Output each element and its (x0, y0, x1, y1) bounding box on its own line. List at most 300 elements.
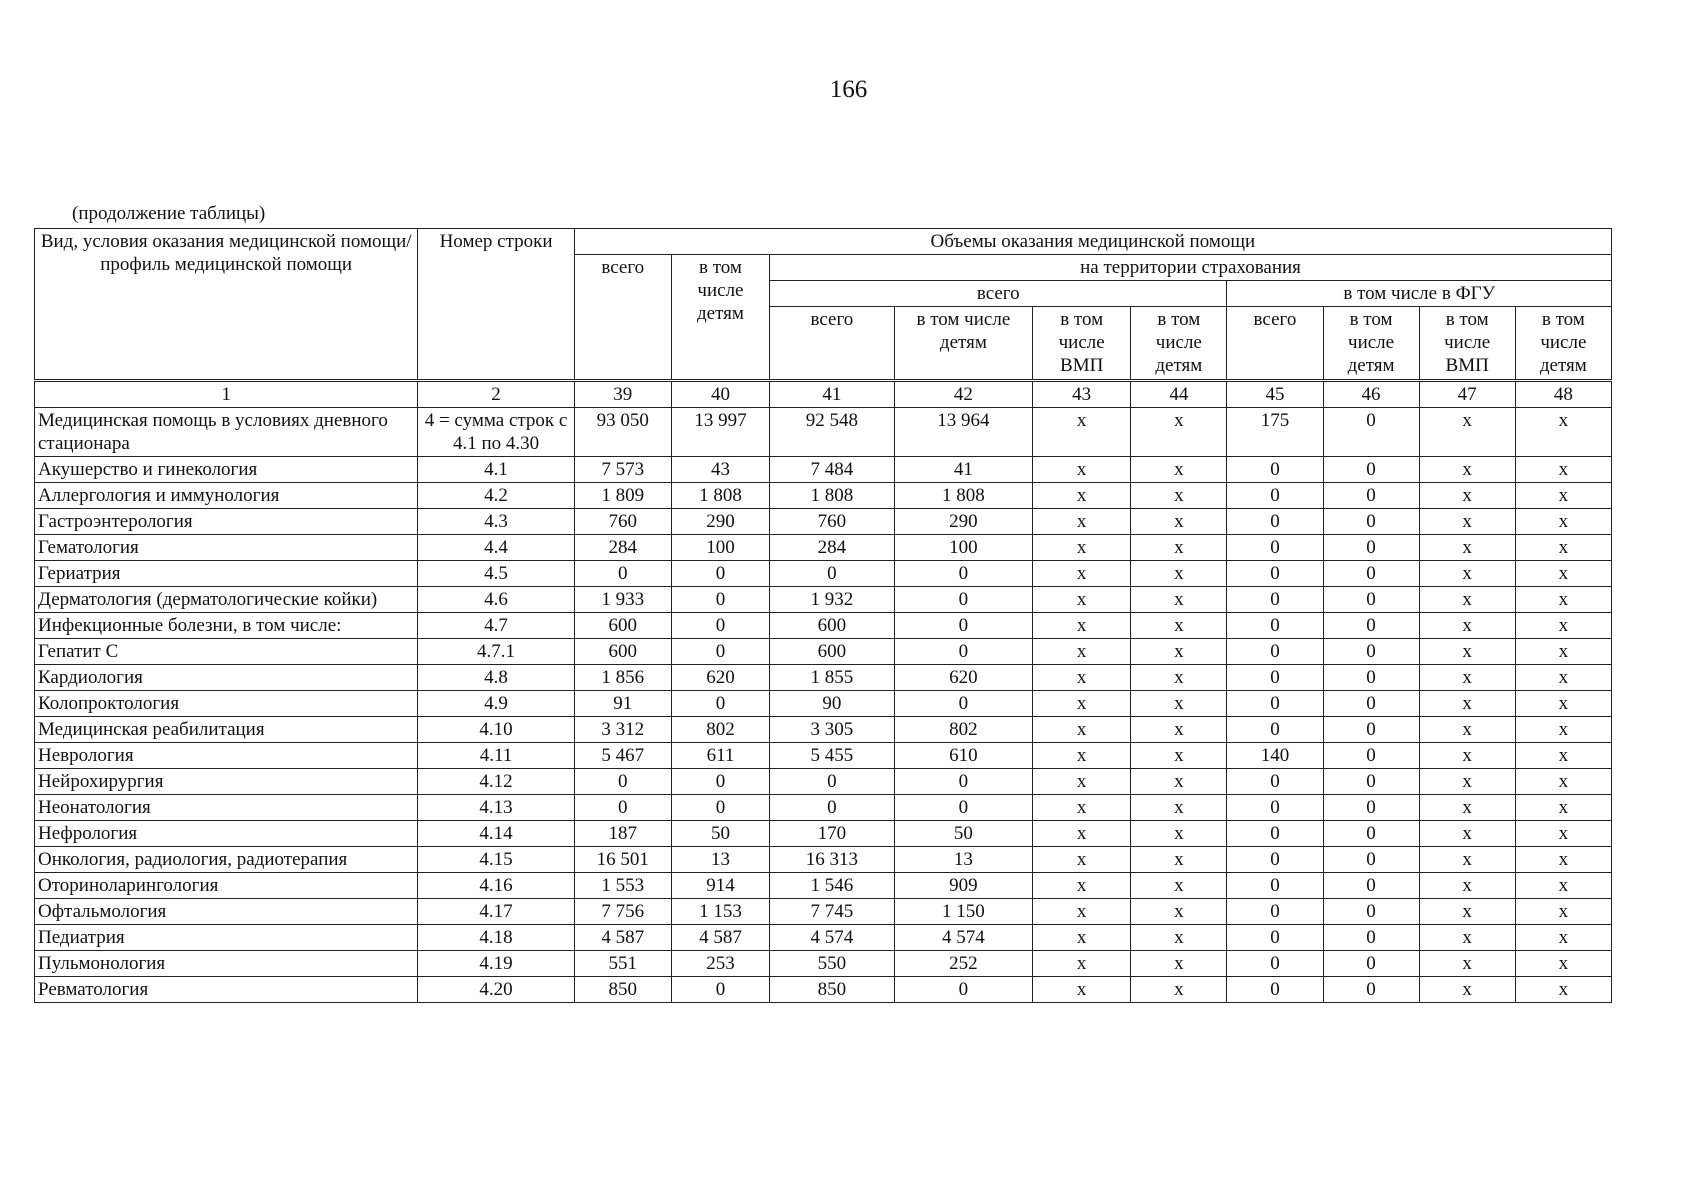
value-cell: х (1515, 821, 1611, 847)
value-cell: х (1419, 847, 1515, 873)
value-cell: х (1419, 717, 1515, 743)
column-numbers-row (35, 381, 1612, 408)
value-cell: 0 (574, 769, 671, 795)
value-cell: х (1033, 821, 1131, 847)
value-cell: 1 809 (574, 483, 671, 509)
value-cell: 7 756 (574, 899, 671, 925)
row-number: 4.11 (418, 743, 574, 769)
value-cell: 92 548 (770, 408, 895, 457)
row-name: Дерматология (дерматологические койки) (35, 587, 418, 613)
value-cell: х (1033, 408, 1131, 457)
value-cell: х (1419, 951, 1515, 977)
value-cell: 914 (671, 873, 769, 899)
row-name: Нефрология (35, 821, 418, 847)
value-cell: х (1033, 847, 1131, 873)
value-cell: х (1033, 795, 1131, 821)
value-cell: 0 (1227, 639, 1323, 665)
column-number-cell: 47 (1419, 381, 1515, 408)
value-cell: х (1131, 951, 1227, 977)
value-cell: 175 (1227, 408, 1323, 457)
value-cell: 13 964 (894, 408, 1032, 457)
row-number: 4.7 (418, 613, 574, 639)
value-cell: х (1515, 795, 1611, 821)
value-cell: х (1131, 769, 1227, 795)
value-cell: 0 (1323, 639, 1419, 665)
column-number-cell: 48 (1515, 381, 1611, 408)
value-cell: 170 (770, 821, 895, 847)
value-cell: 600 (574, 639, 671, 665)
value-cell: 0 (1227, 873, 1323, 899)
value-cell: х (1033, 691, 1131, 717)
value-cell: х (1515, 847, 1611, 873)
value-cell: х (1515, 483, 1611, 509)
row-name: Пульмонология (35, 951, 418, 977)
value-cell: 0 (894, 613, 1032, 639)
value-cell: 0 (1323, 795, 1419, 821)
value-cell: х (1131, 977, 1227, 1003)
value-cell: 0 (1323, 665, 1419, 691)
value-cell: х (1131, 899, 1227, 925)
row-number: 4.3 (418, 509, 574, 535)
row-number: 4.9 (418, 691, 574, 717)
value-cell: х (1515, 561, 1611, 587)
value-cell: 1 808 (671, 483, 769, 509)
row-name: Колопроктология (35, 691, 418, 717)
value-cell: х (1131, 873, 1227, 899)
value-cell: х (1419, 665, 1515, 691)
table-row (35, 613, 1612, 639)
value-cell: 760 (770, 509, 895, 535)
value-cell: 0 (671, 769, 769, 795)
value-cell: 41 (894, 457, 1032, 483)
column-number-cell: 45 (1227, 381, 1323, 408)
row-name: Медицинская помощь в условиях дневного стационара (35, 408, 418, 457)
value-cell: 0 (671, 795, 769, 821)
value-cell: 253 (671, 951, 769, 977)
value-cell: 0 (1323, 769, 1419, 795)
value-cell: 0 (1227, 899, 1323, 925)
header-sub-vmp: в том числе ВМП (1033, 307, 1131, 381)
value-cell: х (1419, 561, 1515, 587)
value-cell: х (1131, 561, 1227, 587)
value-cell: 0 (894, 691, 1032, 717)
value-cell: х (1515, 951, 1611, 977)
value-cell: 0 (574, 561, 671, 587)
value-cell: х (1131, 483, 1227, 509)
header-volumes: Объемы оказания медицинской помощи (574, 229, 1611, 255)
value-cell: х (1033, 743, 1131, 769)
value-cell: 760 (574, 509, 671, 535)
value-cell: 3 305 (770, 717, 895, 743)
value-cell: 0 (1323, 483, 1419, 509)
medical-volumes-table (34, 228, 1612, 1003)
value-cell: х (1131, 717, 1227, 743)
value-cell: х (1515, 977, 1611, 1003)
value-cell: х (1419, 535, 1515, 561)
value-cell: 0 (1323, 561, 1419, 587)
table-row (35, 561, 1612, 587)
value-cell: х (1419, 509, 1515, 535)
table-row (35, 795, 1612, 821)
table-row (35, 743, 1612, 769)
value-cell: 1 808 (770, 483, 895, 509)
row-number: 4.17 (418, 899, 574, 925)
value-cell: 4 574 (770, 925, 895, 951)
value-cell: х (1419, 795, 1515, 821)
row-name: Гепатит С (35, 639, 418, 665)
header-name: Вид, условия оказания медицинской помощи/ профиль медицинской помощи (35, 229, 418, 381)
table-row (35, 951, 1612, 977)
row-name: Гематология (35, 535, 418, 561)
table-row (35, 509, 1612, 535)
value-cell: х (1131, 795, 1227, 821)
value-cell: х (1419, 483, 1515, 509)
value-cell: х (1131, 457, 1227, 483)
value-cell: 620 (894, 665, 1032, 691)
row-name: Инфекционные болезни, в том числе: (35, 613, 418, 639)
value-cell: 0 (1323, 977, 1419, 1003)
value-cell: 91 (574, 691, 671, 717)
value-cell: х (1131, 925, 1227, 951)
value-cell: х (1515, 613, 1611, 639)
header-fgu-children: в том числе детям (1323, 307, 1419, 381)
row-name: Кардиология (35, 665, 418, 691)
header-sub-vmp-children: в том числе детям (1131, 307, 1227, 381)
row-name: Педиатрия (35, 925, 418, 951)
column-number-cell: 43 (1033, 381, 1131, 408)
value-cell: 0 (1323, 925, 1419, 951)
value-cell: х (1515, 665, 1611, 691)
value-cell: х (1515, 717, 1611, 743)
value-cell: 4 587 (574, 925, 671, 951)
table-row (35, 639, 1612, 665)
value-cell: х (1033, 561, 1131, 587)
value-cell: х (1033, 925, 1131, 951)
value-cell: х (1419, 873, 1515, 899)
value-cell: 16 501 (574, 847, 671, 873)
header-fgu-vmp-children: в том числе детям (1515, 307, 1611, 381)
value-cell: 0 (1323, 899, 1419, 925)
row-number: 4 = сумма строк с 4.1 по 4.30 (418, 408, 574, 457)
value-cell: 100 (894, 535, 1032, 561)
value-cell: х (1515, 408, 1611, 457)
value-cell: х (1131, 691, 1227, 717)
value-cell: 611 (671, 743, 769, 769)
value-cell: 7 745 (770, 899, 895, 925)
header-incl-children: в том числе детям (671, 255, 769, 381)
value-cell: 284 (770, 535, 895, 561)
value-cell: х (1033, 535, 1131, 561)
header-row-number: Номер строки (418, 229, 574, 381)
value-cell: 0 (1227, 795, 1323, 821)
value-cell: 1 932 (770, 587, 895, 613)
value-cell: 90 (770, 691, 895, 717)
value-cell: 1 150 (894, 899, 1032, 925)
value-cell: 0 (1227, 717, 1323, 743)
value-cell: 600 (770, 639, 895, 665)
value-cell: 0 (1323, 613, 1419, 639)
value-cell: 0 (1323, 509, 1419, 535)
value-cell: 0 (894, 639, 1032, 665)
value-cell: 0 (1323, 535, 1419, 561)
column-number-cell: 1 (35, 381, 418, 408)
table-row (35, 665, 1612, 691)
value-cell: 1 855 (770, 665, 895, 691)
header-territory: на территории страхования (770, 255, 1612, 281)
value-cell: 1 553 (574, 873, 671, 899)
value-cell: 0 (1227, 613, 1323, 639)
header-territory-total: всего (770, 281, 1227, 307)
row-number: 4.12 (418, 769, 574, 795)
row-number: 4.13 (418, 795, 574, 821)
value-cell: х (1515, 925, 1611, 951)
value-cell: 0 (1227, 951, 1323, 977)
value-cell: 0 (671, 613, 769, 639)
value-cell: 0 (1227, 587, 1323, 613)
value-cell: 850 (770, 977, 895, 1003)
value-cell: 0 (1323, 691, 1419, 717)
value-cell: 0 (574, 795, 671, 821)
table-row (35, 873, 1612, 899)
row-name: Офтальмология (35, 899, 418, 925)
value-cell: 802 (671, 717, 769, 743)
value-cell: 0 (1323, 951, 1419, 977)
value-cell: 1 856 (574, 665, 671, 691)
value-cell: 4 587 (671, 925, 769, 951)
column-number-cell: 40 (671, 381, 769, 408)
value-cell: 1 546 (770, 873, 895, 899)
value-cell: 0 (1227, 847, 1323, 873)
row-name: Оториноларингология (35, 873, 418, 899)
value-cell: х (1033, 977, 1131, 1003)
value-cell: х (1131, 535, 1227, 561)
value-cell: х (1131, 743, 1227, 769)
row-name: Аллергология и иммунология (35, 483, 418, 509)
value-cell: 140 (1227, 743, 1323, 769)
value-cell: 0 (770, 795, 895, 821)
value-cell: х (1515, 509, 1611, 535)
row-name: Нейрохирургия (35, 769, 418, 795)
column-number-cell: 46 (1323, 381, 1419, 408)
value-cell: 0 (1323, 821, 1419, 847)
table-row (35, 587, 1612, 613)
value-cell: х (1033, 639, 1131, 665)
value-cell: х (1419, 457, 1515, 483)
value-cell: 3 312 (574, 717, 671, 743)
table-row (35, 483, 1612, 509)
value-cell: х (1419, 977, 1515, 1003)
value-cell: х (1419, 691, 1515, 717)
value-cell: х (1419, 639, 1515, 665)
value-cell: 0 (1323, 587, 1419, 613)
table-row (35, 821, 1612, 847)
value-cell: 0 (671, 977, 769, 1003)
table-row (35, 847, 1612, 873)
row-number: 4.5 (418, 561, 574, 587)
value-cell: 600 (770, 613, 895, 639)
row-name: Гериатрия (35, 561, 418, 587)
header-incl-fgu: в том числе в ФГУ (1227, 281, 1612, 307)
table-row (35, 535, 1612, 561)
row-number: 4.2 (418, 483, 574, 509)
value-cell: 0 (894, 769, 1032, 795)
row-number: 4.6 (418, 587, 574, 613)
row-number: 4.16 (418, 873, 574, 899)
value-cell: 0 (1323, 873, 1419, 899)
table-row (35, 899, 1612, 925)
value-cell: 7 484 (770, 457, 895, 483)
row-number: 4.14 (418, 821, 574, 847)
value-cell: х (1131, 613, 1227, 639)
table-row (35, 769, 1612, 795)
row-name: Медицинская реабилитация (35, 717, 418, 743)
value-cell: 0 (1323, 717, 1419, 743)
header-sub-total: всего (770, 307, 895, 381)
value-cell: 600 (574, 613, 671, 639)
value-cell: 850 (574, 977, 671, 1003)
value-cell: 0 (1323, 457, 1419, 483)
value-cell: 13 (894, 847, 1032, 873)
value-cell: 0 (1227, 665, 1323, 691)
header-sub-children: в том числе детям (894, 307, 1032, 381)
value-cell: 0 (1323, 743, 1419, 769)
value-cell: 0 (671, 639, 769, 665)
value-cell: х (1419, 587, 1515, 613)
value-cell: 550 (770, 951, 895, 977)
column-number-cell: 44 (1131, 381, 1227, 408)
value-cell: х (1131, 847, 1227, 873)
value-cell: х (1515, 639, 1611, 665)
value-cell: 0 (671, 587, 769, 613)
row-name: Неонатология (35, 795, 418, 821)
value-cell: х (1515, 899, 1611, 925)
value-cell: х (1131, 509, 1227, 535)
row-name: Акушерство и гинекология (35, 457, 418, 483)
row-number: 4.4 (418, 535, 574, 561)
table-row (35, 925, 1612, 951)
value-cell: 0 (894, 587, 1032, 613)
value-cell: х (1419, 408, 1515, 457)
value-cell: 0 (1227, 691, 1323, 717)
value-cell: 0 (1227, 977, 1323, 1003)
value-cell: 802 (894, 717, 1032, 743)
value-cell: 0 (1227, 561, 1323, 587)
value-cell: 0 (1227, 509, 1323, 535)
value-cell: х (1419, 769, 1515, 795)
table-row (35, 977, 1612, 1003)
value-cell: х (1515, 691, 1611, 717)
row-name: Онкология, радиология, радиотерапия (35, 847, 418, 873)
table-row (35, 457, 1612, 483)
value-cell: 1 808 (894, 483, 1032, 509)
row-name: Ревматология (35, 977, 418, 1003)
value-cell: х (1033, 717, 1131, 743)
value-cell: 50 (894, 821, 1032, 847)
value-cell: х (1515, 587, 1611, 613)
value-cell: 5 455 (770, 743, 895, 769)
value-cell: х (1419, 899, 1515, 925)
value-cell: х (1033, 665, 1131, 691)
value-cell: х (1515, 457, 1611, 483)
value-cell: 1 933 (574, 587, 671, 613)
value-cell: 93 050 (574, 408, 671, 457)
row-number: 4.18 (418, 925, 574, 951)
value-cell: 4 574 (894, 925, 1032, 951)
value-cell: х (1033, 951, 1131, 977)
value-cell: 0 (770, 769, 895, 795)
continuation-label: (продолжение таблицы) (72, 203, 266, 224)
value-cell: х (1419, 925, 1515, 951)
value-cell: х (1131, 408, 1227, 457)
value-cell: 0 (1227, 483, 1323, 509)
value-cell: х (1419, 743, 1515, 769)
value-cell: х (1131, 821, 1227, 847)
value-cell: 620 (671, 665, 769, 691)
value-cell: 0 (894, 561, 1032, 587)
value-cell: 1 153 (671, 899, 769, 925)
value-cell: 13 (671, 847, 769, 873)
value-cell: 0 (1227, 925, 1323, 951)
value-cell: х (1033, 587, 1131, 613)
value-cell: 13 997 (671, 408, 769, 457)
table-body (35, 408, 1612, 1003)
value-cell: 909 (894, 873, 1032, 899)
value-cell: 0 (1227, 769, 1323, 795)
column-number-cell: 42 (894, 381, 1032, 408)
value-cell: 0 (894, 977, 1032, 1003)
column-number-cell: 39 (574, 381, 671, 408)
value-cell: 187 (574, 821, 671, 847)
value-cell: 0 (894, 795, 1032, 821)
value-cell: 0 (770, 561, 895, 587)
row-number: 4.20 (418, 977, 574, 1003)
value-cell: х (1033, 769, 1131, 795)
value-cell: х (1033, 457, 1131, 483)
value-cell: х (1515, 873, 1611, 899)
header-total: всего (574, 255, 671, 381)
table-row (35, 408, 1612, 457)
value-cell: 43 (671, 457, 769, 483)
value-cell: 0 (671, 561, 769, 587)
value-cell: х (1131, 639, 1227, 665)
value-cell: х (1131, 587, 1227, 613)
table-row (35, 717, 1612, 743)
value-cell: 290 (671, 509, 769, 535)
row-number: 4.7.1 (418, 639, 574, 665)
value-cell: 0 (1323, 408, 1419, 457)
row-name: Гастроэнтерология (35, 509, 418, 535)
value-cell: 0 (1323, 847, 1419, 873)
value-cell: х (1033, 873, 1131, 899)
value-cell: 610 (894, 743, 1032, 769)
value-cell: х (1131, 665, 1227, 691)
column-number-cell: 2 (418, 381, 574, 408)
page-number: 166 (829, 76, 868, 103)
column-number-cell: 41 (770, 381, 895, 408)
value-cell: х (1419, 821, 1515, 847)
row-name: Неврология (35, 743, 418, 769)
value-cell: 252 (894, 951, 1032, 977)
value-cell: х (1033, 483, 1131, 509)
header-fgu-total: всего (1227, 307, 1323, 381)
row-number: 4.8 (418, 665, 574, 691)
value-cell: 0 (1227, 821, 1323, 847)
value-cell: х (1033, 613, 1131, 639)
row-number: 4.1 (418, 457, 574, 483)
value-cell: 7 573 (574, 457, 671, 483)
value-cell: 50 (671, 821, 769, 847)
row-number: 4.10 (418, 717, 574, 743)
